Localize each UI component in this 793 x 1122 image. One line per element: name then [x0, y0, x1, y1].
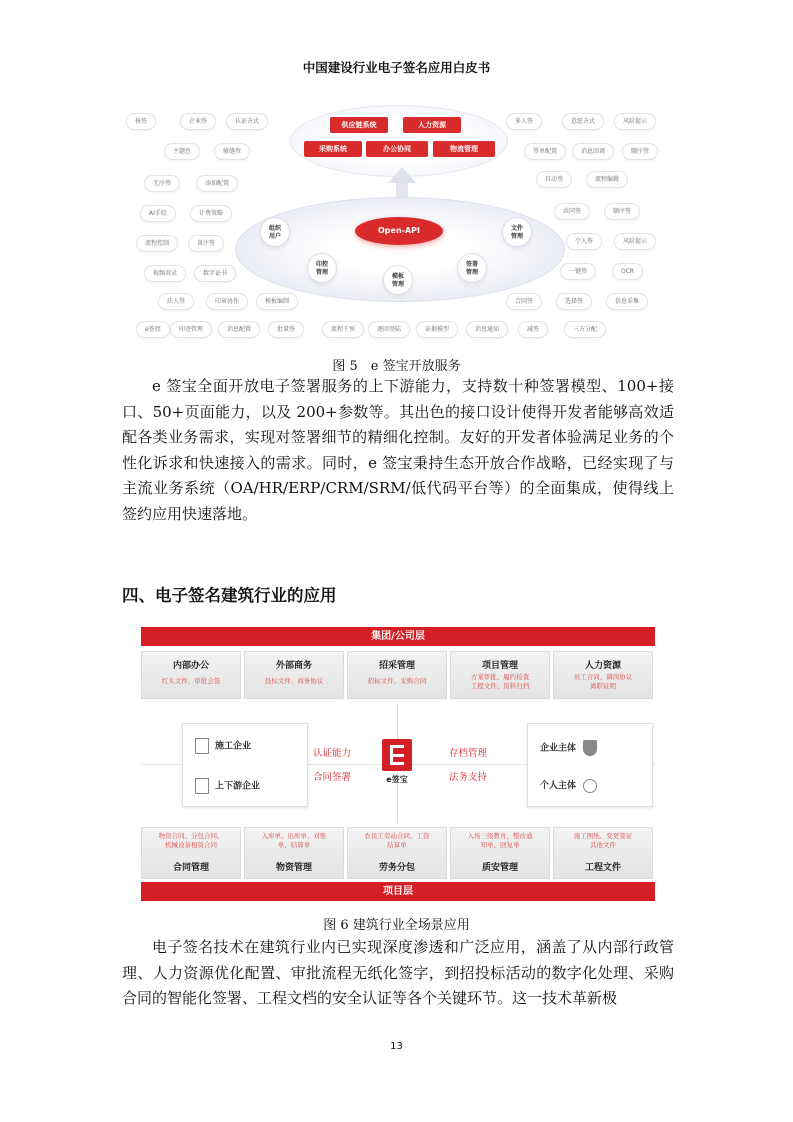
capability-label: 认证能力: [313, 748, 352, 759]
feature-pill: 多人签: [506, 113, 542, 130]
card-subtitle: 员工合同、调岗协议 离职证明: [573, 673, 633, 690]
feature-pill: 流程干预: [322, 321, 364, 338]
construction-scenarios-diagram: [141, 627, 655, 901]
feature-pill: 流程编辑: [586, 171, 628, 188]
card-subtitle: 农民工劳动合同、工资 结算单: [364, 832, 430, 849]
entity-label: 个人主体: [540, 781, 577, 791]
org-user-node: 组织 用户: [260, 217, 290, 247]
capability-label: 法务支持: [449, 772, 488, 783]
system-button: 人力资源: [403, 117, 461, 133]
feature-pill: 无序签: [144, 175, 180, 192]
page-number: 13: [390, 1041, 403, 1052]
feature-pill: 消息回调: [572, 143, 614, 160]
system-button: 物流管理: [433, 141, 495, 157]
feature-pill: 逐回登陆: [368, 321, 410, 338]
card-subtitle: 入库单、出库单、对账 单、结算单: [261, 832, 327, 849]
shield-icon: [583, 740, 597, 756]
file-node: 文件 管理: [502, 217, 532, 247]
feature-pill: 信息采集: [606, 293, 648, 310]
feature-pill: 核签: [126, 113, 156, 130]
card-title: 项目管理: [481, 661, 518, 671]
building-icon: [195, 778, 209, 794]
top-card: [553, 651, 653, 699]
feature-pill: 个人签: [566, 233, 602, 250]
top-card: [347, 651, 447, 699]
running-header: 中国建设行业电子签名应用白皮书: [302, 60, 491, 75]
feature-pill: OCR: [612, 263, 643, 280]
open-api-hub: Open-API: [355, 217, 443, 245]
card-title: 外部商务: [275, 661, 312, 671]
feature-pill: 添加配置: [196, 175, 238, 192]
bottom-card: [244, 827, 344, 879]
system-button: 采购系统: [304, 141, 362, 157]
card-subtitle: 招标文件、采购合同: [367, 677, 427, 685]
esign-logo-text: e签宝: [386, 775, 408, 784]
feature-pill: 一键签: [560, 263, 596, 280]
subject-box: [527, 723, 653, 807]
card-title: 工程文件: [584, 863, 621, 873]
feature-pill: 企业签: [180, 113, 216, 130]
feature-pill: 共同签: [554, 203, 590, 220]
top-card: [141, 651, 241, 699]
capability-label: 合同签署: [313, 772, 352, 783]
feature-pill: 选择签: [556, 293, 592, 310]
card-title: 合同管理: [172, 863, 209, 873]
feature-pill: 顺序签: [604, 203, 640, 220]
card-subtitle: 投标文件、商务协议: [264, 677, 324, 685]
group-layer-bar: 集团/公司层: [141, 627, 655, 646]
card-subtitle: 物资合同、分包合同、 机械设备租赁合同: [158, 832, 224, 849]
feature-pill: 三方分配: [564, 321, 606, 338]
card-title: 质安管理: [481, 863, 518, 873]
feature-pill: 备注签: [188, 235, 224, 252]
paragraph-text: 电子签名技术在建筑行业内已实现深度渗透和广泛应用，涵盖了从内部行政管理、人力资源优化配置、审批流程无纸化签字，到招投标活动的数字化处理、采购合同的智能化签署、工程文档的安全认证等各个关键环节。这一技术革新极: [122, 938, 674, 1008]
feature-pill: e签控: [136, 321, 170, 338]
feature-pill: 消息通知: [466, 321, 508, 338]
card-title: 物资管理: [275, 863, 312, 873]
feature-pill: 数字证书: [194, 265, 236, 282]
feature-pill: 印迹管理: [170, 321, 212, 338]
feature-pill: 风险提示: [614, 113, 656, 130]
card-subtitle: 施工图纸、变更签证 其他文件: [573, 832, 633, 849]
body-paragraph-2: [122, 935, 674, 1012]
paragraph-text: e 签宝全面开放电子签署服务的上下游能力，支持数十种签署模型、100+接口、50+页面能力，以及 200+参数等。其出色的接口设计使得开发者能够高效适配各类业务需求，实现对签署细节的精细化控制。友好的开发者体验满足业务的个性化诉求和快速接入的需求。同时，e 签宝秉持生态开放合作战略，已经实现了与主流业务系统（OA/HR/ERP/CRM/SRM/低代码平台等）的全面集成，使得线上签约应用快速落地。: [122, 377, 674, 523]
construction-enterprise: [195, 738, 251, 754]
feature-pill: 法人签: [158, 293, 194, 310]
entity-label: 上下游企业: [215, 781, 261, 792]
feature-pill: 证据模型: [416, 321, 458, 338]
feature-pill: 骑缝签: [214, 143, 250, 160]
system-button: 办公协同: [366, 141, 428, 157]
system-button: 供应链系统: [330, 117, 388, 133]
card-subtitle: 方案审批、履约检查 工程文件、资料归档: [470, 673, 530, 690]
bottom-card: [347, 827, 447, 879]
top-card: [244, 651, 344, 699]
capability-label: 存档管理: [449, 748, 488, 759]
template-node: 模板 管理: [383, 265, 413, 295]
feature-pill: 印章协作: [206, 293, 248, 310]
feature-pill: 批量签: [268, 321, 304, 338]
upward-arrow-icon: [388, 167, 416, 183]
feature-pill: 认证方式: [226, 113, 268, 130]
feature-pill: 签单配置: [524, 143, 566, 160]
bottom-card: [141, 827, 241, 879]
entity-label: 企业主体: [540, 743, 577, 754]
card-title: 劳务分包: [378, 863, 415, 873]
feature-pill: 减签: [518, 321, 548, 338]
feature-pill: 流程控制: [136, 235, 178, 252]
open-service-diagram: [135, 105, 655, 345]
upstream-downstream-enterprise: [195, 778, 260, 794]
feature-pill: 消息配置: [218, 321, 260, 338]
individual-subject: [540, 778, 597, 793]
signing-node: 签署 管理: [457, 253, 487, 283]
bottom-card: [553, 827, 653, 879]
card-title: 内部办公: [172, 661, 209, 671]
card-subtitle: 红头文件、审批会签: [161, 677, 221, 685]
card-title: 招采管理: [378, 661, 415, 671]
body-paragraph-1: [122, 374, 674, 528]
feature-pill: AI手绘: [140, 205, 176, 222]
entity-label: 施工企业: [215, 741, 252, 752]
feature-pill: 主题色: [164, 143, 200, 160]
enterprise-subject: [540, 740, 597, 756]
enterprise-box: [182, 723, 308, 807]
figure-5-caption: 图 5 e 签宝开放服务: [332, 359, 461, 374]
section-heading: 四、电子签名建筑行业的应用: [122, 586, 337, 605]
card-subtitle: 入场三级教育、整改通 知单、回复单: [467, 832, 533, 849]
seal-control-node: 印控 管理: [307, 253, 337, 283]
esign-logo-icon: [382, 739, 412, 771]
feature-pill: 顺序签: [622, 143, 658, 160]
feature-pill: 自动签: [536, 171, 572, 188]
person-icon: [583, 779, 597, 793]
feature-pill: 合同签: [506, 293, 542, 310]
figure-6-caption: 图 6 建筑行业全场景应用: [323, 918, 470, 933]
feature-pill: 计费策略: [190, 205, 232, 222]
top-card: [450, 651, 550, 699]
feature-pill: 模板编制: [256, 293, 298, 310]
bottom-card: [450, 827, 550, 879]
feature-pill: 视频双录: [144, 265, 186, 282]
project-layer-bar: 项目层: [141, 882, 655, 901]
feature-pill: 意愿方式: [562, 113, 604, 130]
feature-pill: 风险提示: [614, 233, 656, 250]
card-title: 人力资源: [584, 661, 621, 671]
building-icon: [195, 738, 209, 754]
